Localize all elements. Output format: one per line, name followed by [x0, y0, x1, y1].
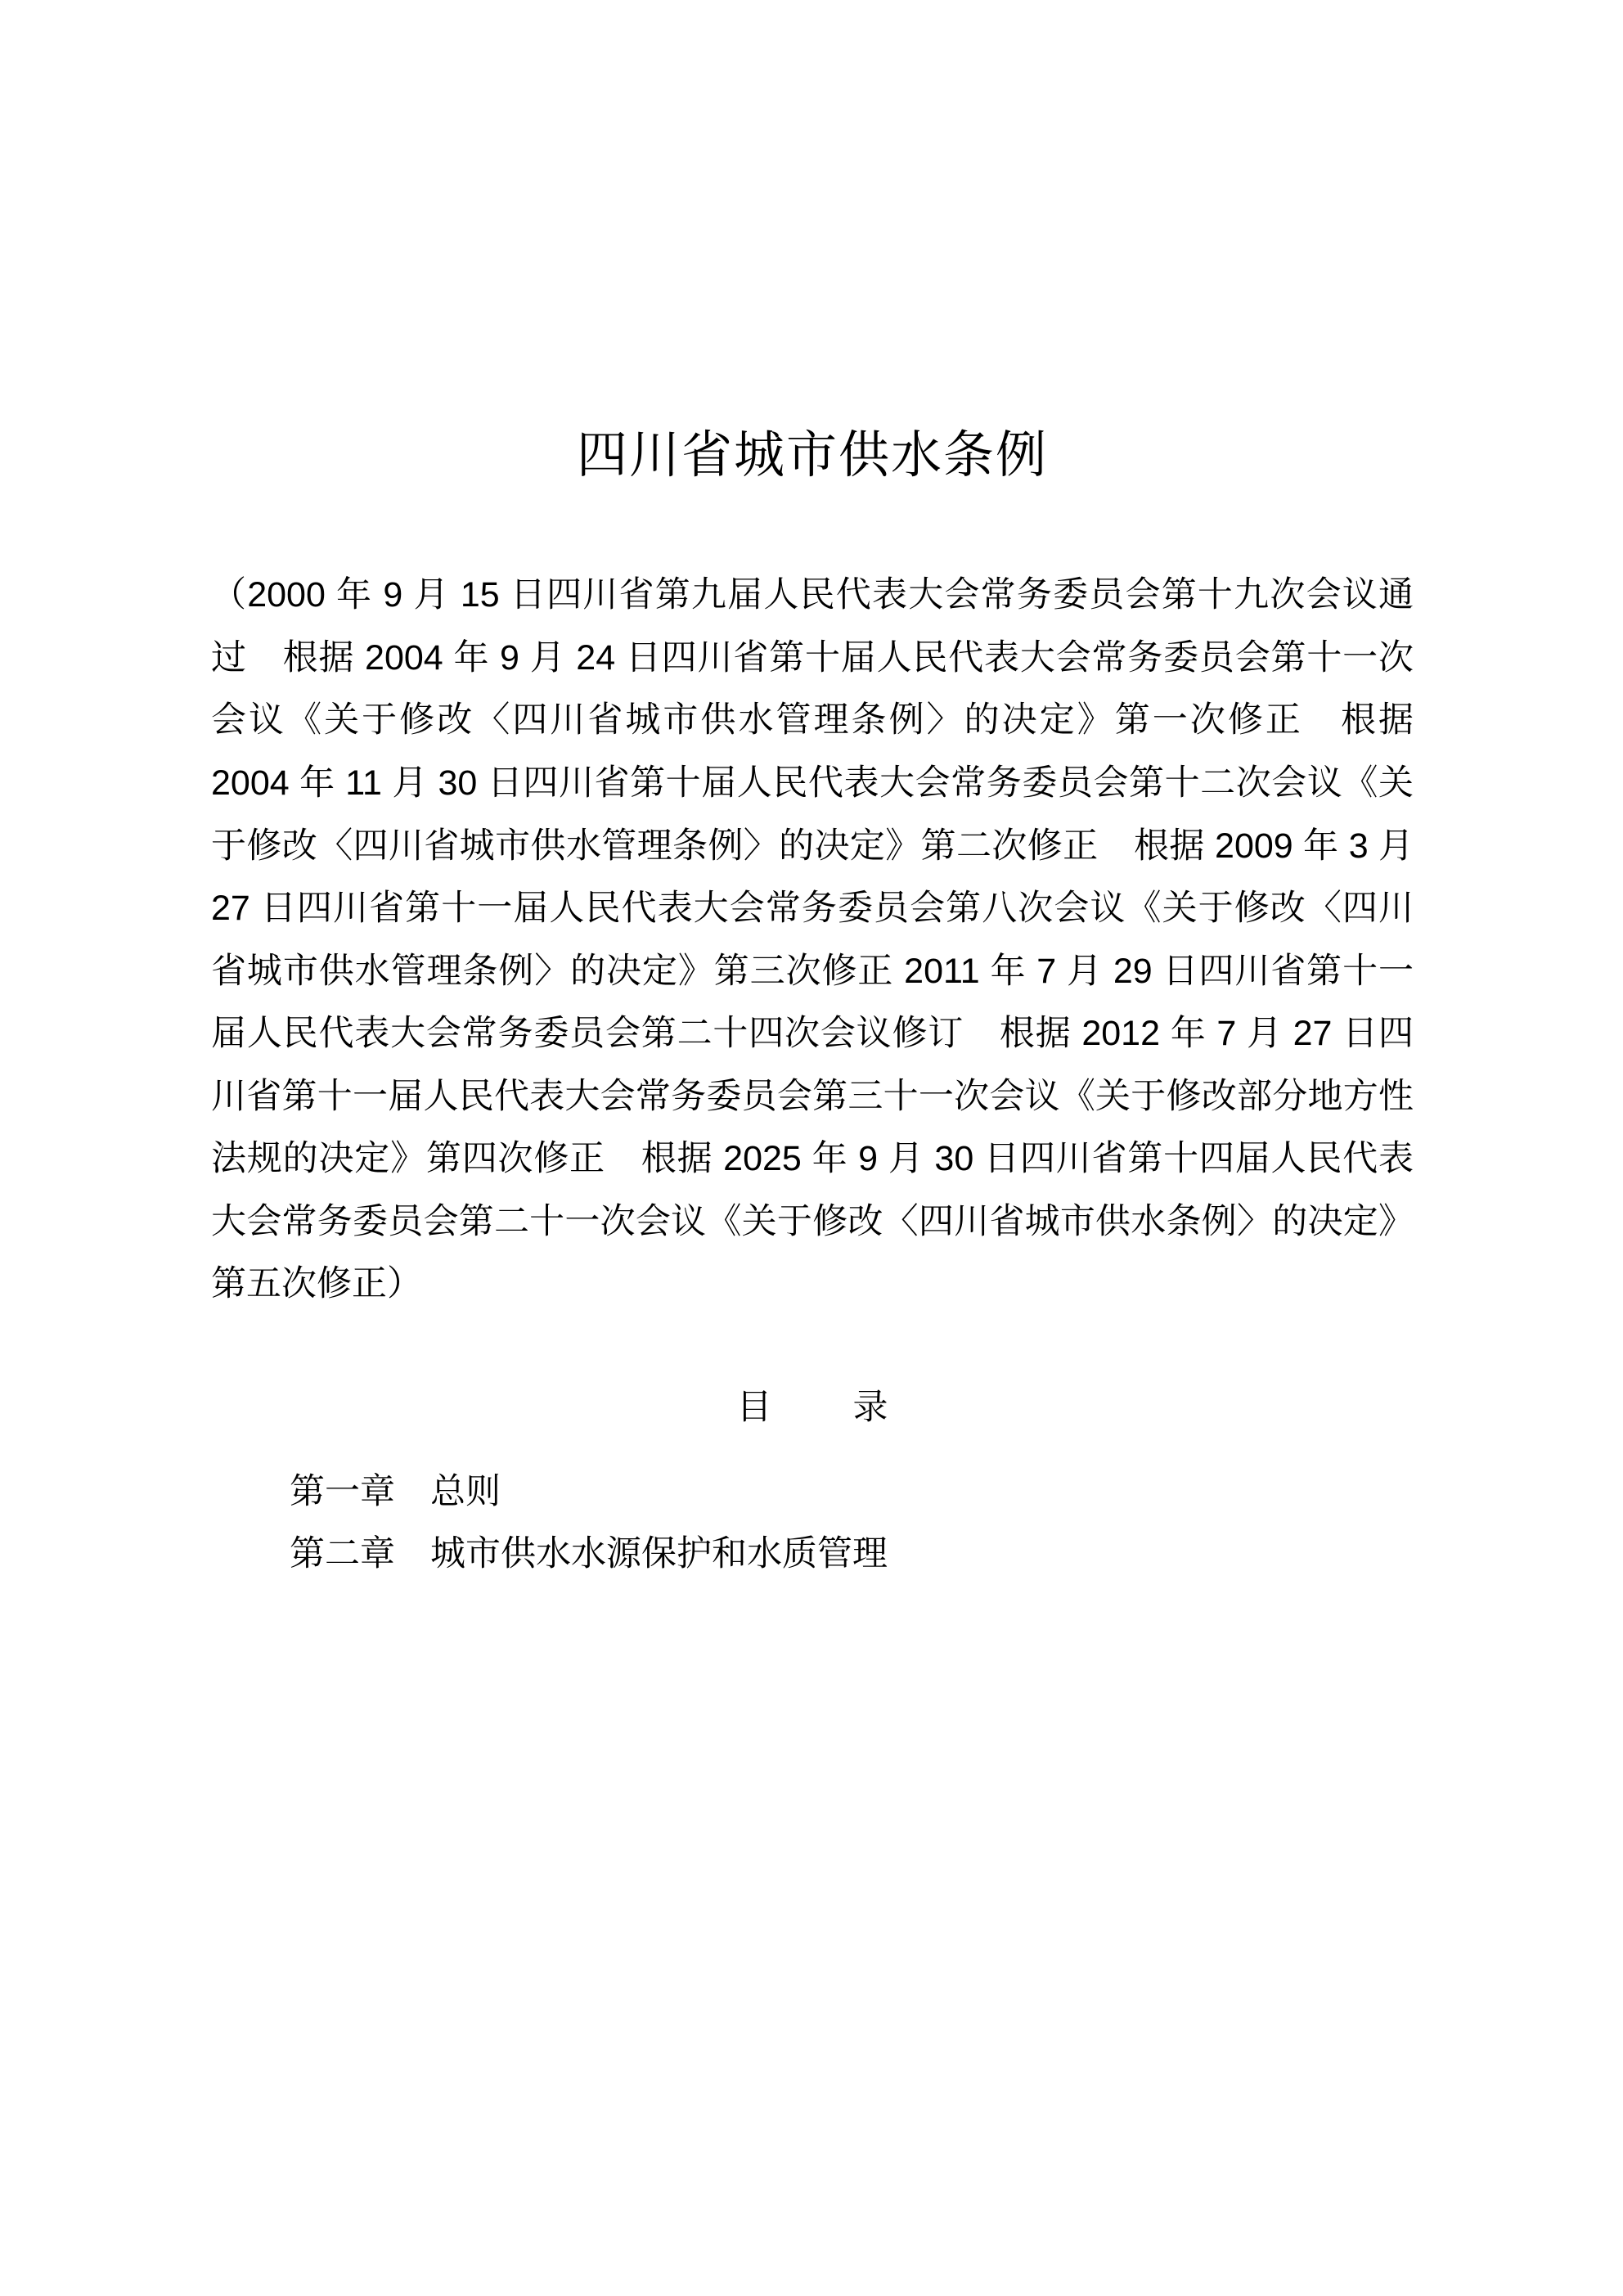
list-item: 第一章 总则	[290, 1471, 501, 1511]
preamble-paragraph: （2000 年 9 月 15 日四川省第九届人民代表大会常务委员会第十九次会议通过 根据 2004 年 9 月 24 日四川省第十届人民代表大会常务委员会第十一次会议《关于修改〈四川省城市供水管理条例〉的决定》第一次修正 根据 2004 年 11 月 30 日四川省第十届人民代表大会常务委员会第十二次会议《关于修改〈四川省城市供水管理条例〉的决定》第二次修正 根据 2009 年 3 月 27 日四川省第十一届人民代表大会常务委员会第八次会议《关于修改〈四川省城市供水管理条例〉的决定》第三次修正 2011 年 7 月 29 日四川省第十一届人民代表大会常务委员会第二十四次会议修订 根据 2012 年 7 月 27 日四川省第十一届人民代表大会常务委员会第三十一次会议《关于修改部分地方性法规的决定》第四次修正 根据 2025 年 9 月 30 日四川省第十四届人民代表大会常务委员会第二十一次会议《关于修改〈四川省城市供水条例〉的决定》第五次修正）	[211, 575, 1414, 1304]
document-content	[211, 425, 1414, 1586]
table-of-contents-heading: 目 录	[736, 1387, 911, 1427]
page-title: 四川省城市供水条例	[576, 427, 1048, 484]
list-item: 第二章 城市供水水源保护和水质管理	[290, 1534, 888, 1574]
table-of-contents-list	[211, 1461, 1414, 1586]
